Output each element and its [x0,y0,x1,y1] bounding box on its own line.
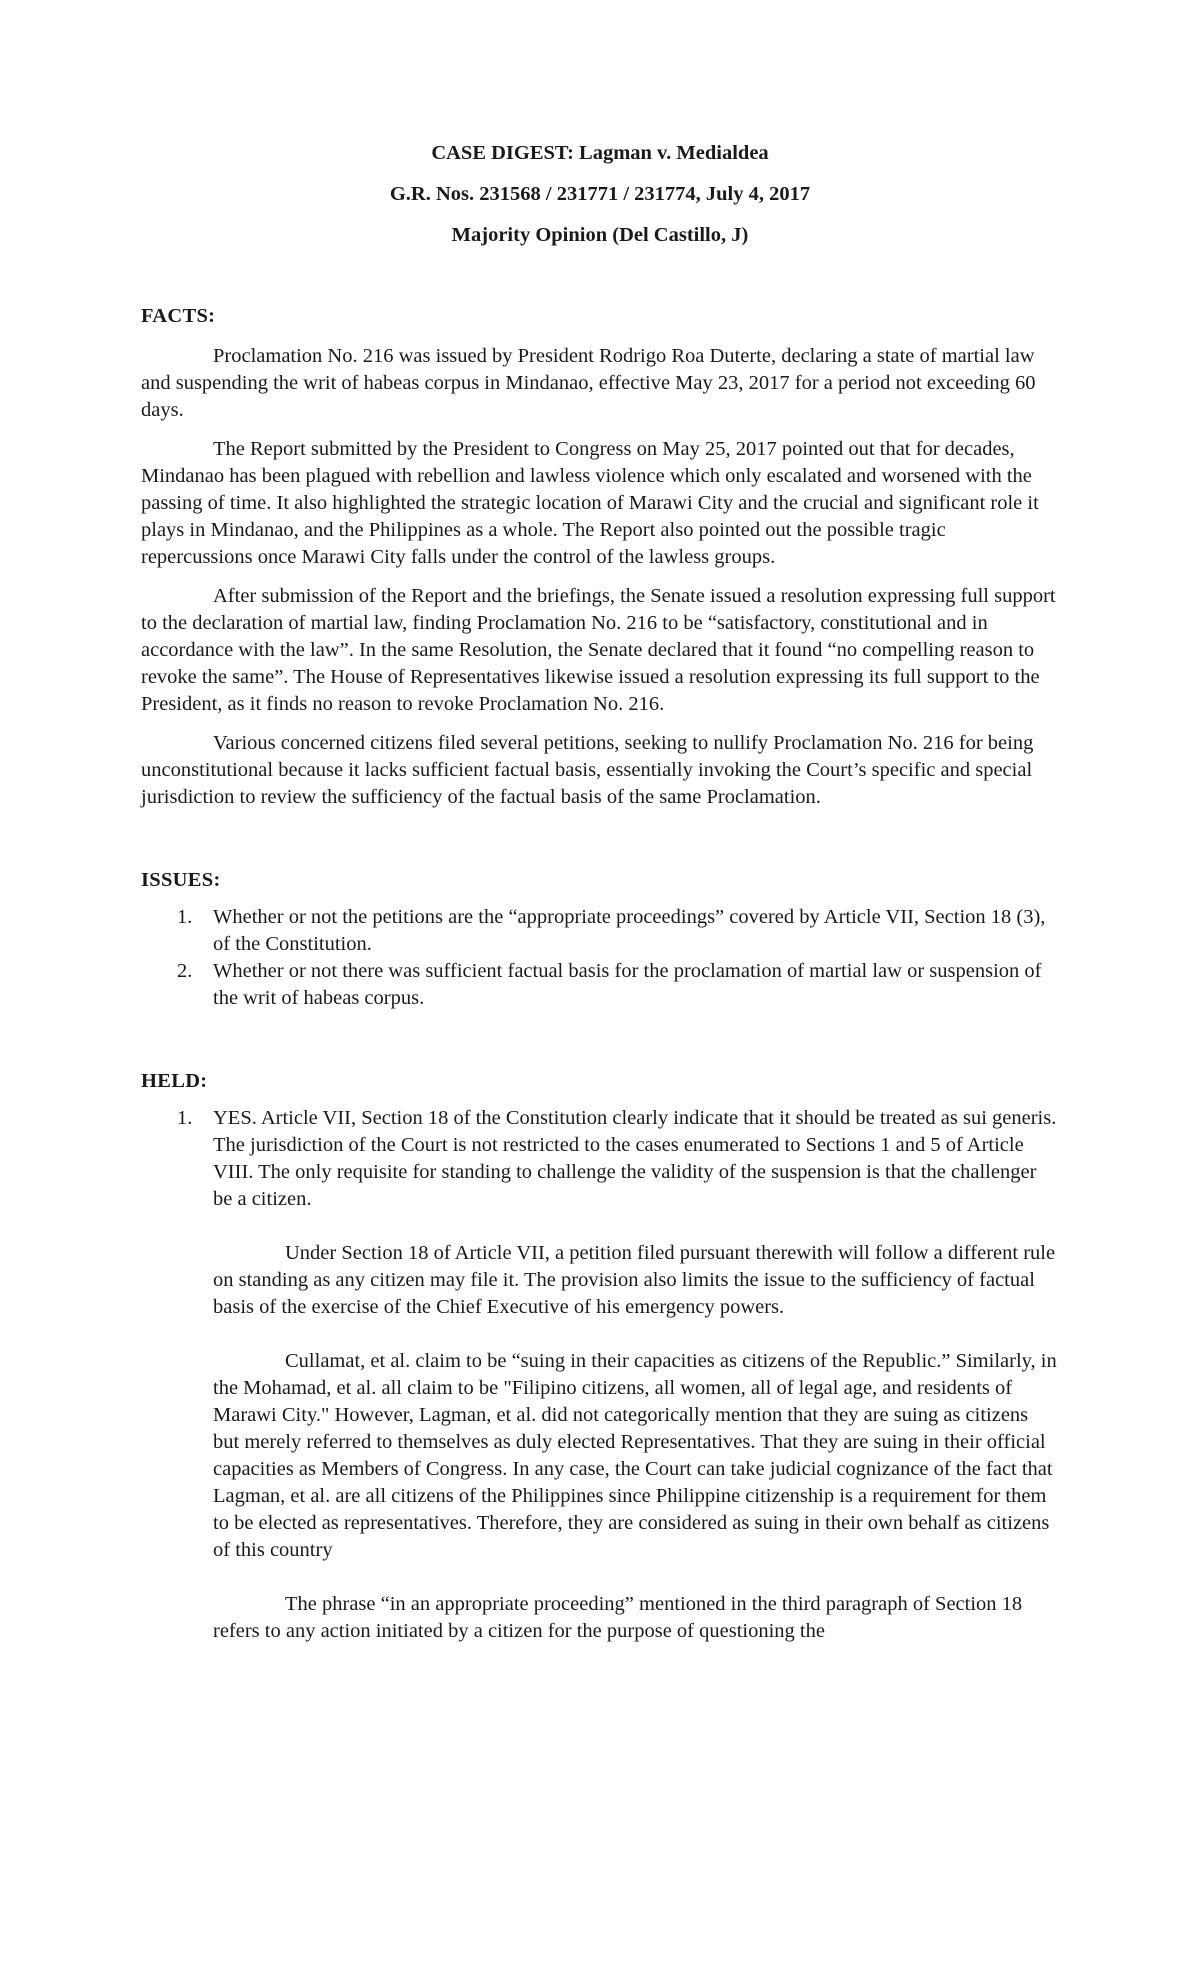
case-title: CASE DIGEST: Lagman v. Medialdea [431,142,769,164]
held-item [141,1105,1059,1213]
held-number: 1. [177,1107,193,1129]
facts-paragraph: Various concerned citizens filed several petitions, seeking to nullify Proclamation No. 216 for being unconstitutional because it lacks sufficient factual basis, essentially invoking the Court’s specific and special jurisdiction to review the sufficiency of the factual basis of the same Proclamation. [141,732,1034,808]
held-paragraph: The phrase “in an appropriate proceeding” mentioned in the third paragraph of Section 18 refers to any action initiated by a citizen for the purpose of questioning the [213,1593,1023,1642]
case-number: G.R. Nos. 231568 / 231771 / 231774, July 4, 2017 [389,183,811,205]
issue-item [141,904,1059,958]
issue-text: Whether or not there was sufficient factual basis for the proclamation of martial law or suspension of the writ of habeas corpus. [213,960,1042,1009]
held-paragraph: Under Section 18 of Article VII, a petition filed pursuant therewith will follow a different rule on standing as any citizen may file it. The provision also limits the issue to the sufficiency of factual basis of the exercise of the Chief Executive of his emergency powers. [213,1242,1056,1318]
held-paragraph: Cullamat, et al. claim to be “suing in their capacities as citizens of the Republic.” Similarly, in the Mohamad, et al. all claim to be "Filipino citizens, all women, all of legal age, and residents of Marawi City." However, Lagman, et al. did not categorically mention that they are suing as citizens but merely referred to themselves as duly elected Representatives. That they are suing in their official capacities as Members of Congress. In any case, the Court can take judicial cognizance of the fact that Lagman, et al. are all citizens of the Philippines since Philippine citizenship is a requirement for them to be elected as representatives. Therefore, they are considered as suing in their own behalf as citizens of this country [213,1350,1057,1561]
issue-number: 2. [177,960,193,982]
issue-item [141,958,1059,1012]
facts-paragraph: Proclamation No. 216 was issued by President Rodrigo Roa Duterte, declaring a state of martial law and suspending the writ of habeas corpus in Mindanao, effective May 23, 2017 for a period not exceeding 60 days. [141,345,1036,421]
issues-heading: ISSUES: [141,869,221,891]
opinion-line: Majority Opinion (Del Castillo, J) [451,224,749,246]
title-block [141,140,1059,249]
issue-number: 1. [177,906,193,928]
held-heading: HELD: [141,1070,208,1092]
facts-heading: FACTS: [141,305,216,327]
document-body [141,140,1059,1645]
facts-paragraph: The Report submitted by the President to Congress on May 25, 2017 pointed out that for decades, Mindanao has been plagued with rebellion and lawless violence which only escalated and worsened with the passing of time. It also highlighted the strategic location of Marawi City and the crucial and significant role it plays in Mindanao, and the Philippines as a whole. The Report also pointed out the possible tragic repercussions once Marawi City falls under the control of the lawless groups. [141,438,1039,568]
facts-paragraph: After submission of the Report and the briefings, the Senate issued a resolution expressing full support to the declaration of martial law, finding Proclamation No. 216 to be “satisfactory, constitutional and in accordance with the law”. In the same Resolution, the Senate declared that it found “no compelling reason to revoke the same”. The House of Representatives likewise issued a resolution expressing its full support to the President, as it finds no reason to revoke Proclamation No. 216. [141,585,1056,715]
held-text: YES. Article VII, Section 18 of the Constitution clearly indicate that it should be treated as sui generis. The jurisdiction of the Court is not restricted to the cases enumerated to Sections 1 and 5 of Article VIII. The only requisite for standing to challenge the validity of the suspension is that the challenger be a citizen. [213,1107,1057,1210]
issues-list [141,904,1059,1012]
issue-text: Whether or not the petitions are the “appropriate proceedings” covered by Article VII, Section 18 (3), of the Constitution. [213,906,1046,955]
